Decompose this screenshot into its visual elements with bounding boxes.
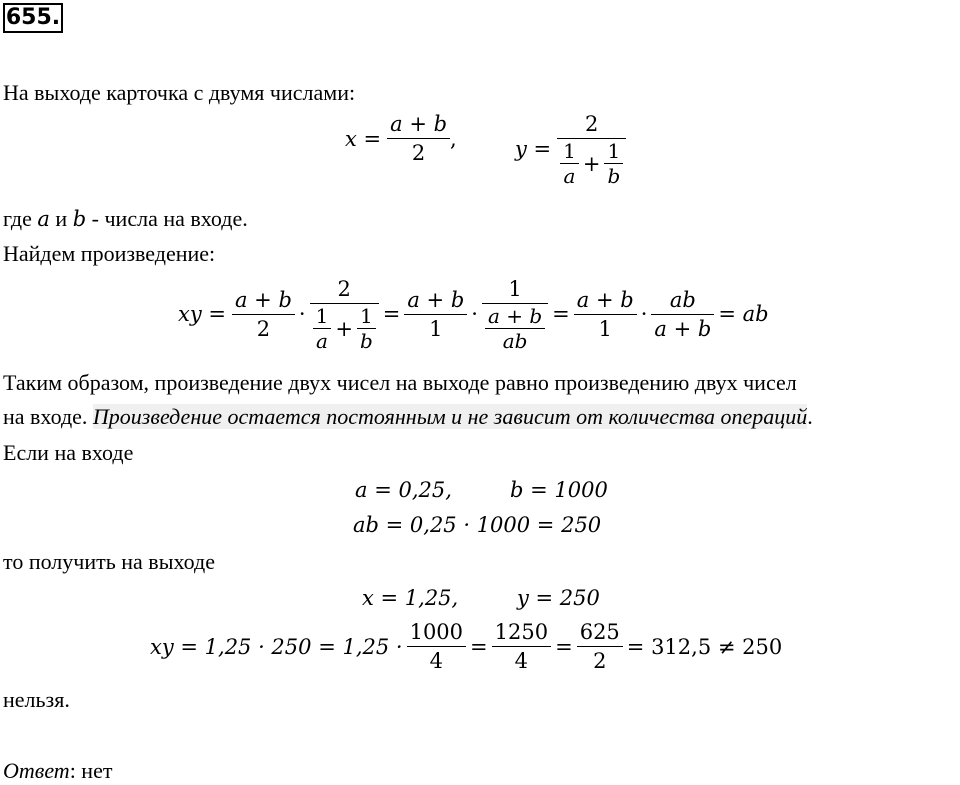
numerator: 1 (313, 304, 332, 329)
conclusion-line2 (3, 403, 813, 431)
fraction-a-plus-b-over-1 (404, 286, 467, 343)
conclusion-start: на входе. (3, 404, 93, 429)
where-part1: где (3, 206, 38, 231)
fraction-1-over-a (313, 304, 332, 353)
input-b: b = 1000 (510, 478, 608, 502)
numerator: 1 (560, 139, 579, 164)
xy-lhs: xy = (178, 302, 226, 326)
fraction-a-plus-b-over-2 (387, 110, 450, 167)
fraction-1-over-nested (482, 275, 548, 353)
fraction-625-over-2 (577, 618, 623, 675)
denominator: 2 (593, 649, 607, 673)
numerator: 2 (310, 275, 379, 304)
fraction-1-over-b (357, 304, 376, 353)
fraction-a-plus-b-over-ab (485, 304, 545, 353)
denominator: 4 (429, 649, 443, 673)
answer (3, 757, 112, 785)
denominator: a (315, 329, 328, 353)
denominator: ab (502, 329, 528, 353)
numerator: a + b (404, 286, 467, 315)
numerator: 1 (482, 275, 548, 304)
where-part2: и (49, 206, 73, 231)
ab-product: ab = 0,25 · 1000 = 250 (353, 513, 602, 537)
xy-output-lhs: xy = 1,25 · 250 = 1,25 · (150, 634, 403, 659)
equals-sign: = (552, 302, 570, 326)
problem-number: 655. (3, 3, 63, 33)
equals-sign: = (382, 302, 401, 326)
formula-x (345, 110, 457, 167)
denominator: 2 (411, 141, 426, 165)
denominator: a + b (654, 316, 712, 341)
denominator: b (359, 329, 373, 353)
fraction-2-over-harmonic (557, 110, 626, 188)
output-x: x = 1,25, (362, 586, 459, 610)
input-a: a = 0,25, (355, 478, 452, 502)
then-get-text: то получить на выходе (3, 549, 215, 574)
numerator: 1250 (492, 618, 551, 647)
var-a: a (37, 207, 50, 231)
impossible-text: нельзя. (3, 687, 70, 712)
denominator: 2 (256, 316, 271, 341)
fraction-a-plus-b-over-1 (574, 286, 637, 343)
formula-y (515, 110, 626, 188)
answer-label: Ответ (3, 758, 70, 783)
fraction-2-over-harmonic (310, 275, 379, 353)
denominator (310, 304, 379, 353)
numerator: 1 (604, 139, 623, 164)
equals-sign: = (555, 634, 573, 659)
numerator: 1000 (407, 618, 466, 647)
intro-text: На выходе карточка с двумя числами: (3, 80, 356, 105)
denominator: a (563, 164, 576, 188)
fraction-1-over-a (560, 139, 579, 188)
numerator: a + b (232, 286, 295, 315)
where-text (3, 205, 248, 233)
fraction-ab-over-a-plus-b (651, 286, 714, 343)
fraction-1000-over-4 (407, 618, 466, 675)
formula-xy-output (150, 618, 782, 675)
x-lhs: x = (345, 126, 382, 151)
denominator (557, 139, 626, 188)
find-product-text: Найдем произведение: (3, 241, 216, 266)
denominator: b (607, 164, 621, 188)
numerator: ab (651, 286, 714, 315)
formula-product (178, 275, 769, 353)
dot-sign: · (640, 302, 648, 326)
var-b: b (72, 207, 87, 231)
numerator: 1 (357, 304, 376, 329)
numerator: a + b (574, 286, 637, 315)
if-input-text: Если на входе (3, 440, 134, 465)
output-y: y = 250 (517, 586, 600, 610)
conclusion-line1: Таким образом, произведение двух чисел на выходе равно произведению двух чисел (3, 370, 797, 395)
where-part3: - числа на входе. (86, 206, 248, 231)
answer-value: : нет (69, 758, 113, 783)
plus-sign: + (582, 151, 601, 176)
comma: , (450, 126, 457, 151)
numerator: 625 (577, 618, 623, 647)
dot-sign: · (298, 302, 306, 326)
conclusion-end: . (807, 404, 813, 429)
result-ab: = ab (718, 302, 769, 326)
numerator: 2 (557, 110, 626, 139)
numerator: a + b (485, 304, 545, 329)
fraction-a-plus-b-over-2 (232, 286, 295, 343)
equals-sign: = (470, 634, 488, 659)
result-value: = 312,5 ≠ 250 (626, 634, 783, 659)
denominator: 4 (514, 649, 529, 673)
dot-sign: · (471, 302, 478, 326)
denominator (482, 304, 548, 353)
fraction-1-over-b (604, 139, 623, 188)
conclusion-highlight: Произведение остается постоянным и не зависит от количества операций (92, 404, 808, 429)
denominator: 1 (429, 316, 443, 341)
numerator: a + b (387, 110, 450, 139)
denominator: 1 (598, 316, 612, 341)
plus-sign: + (335, 316, 353, 341)
fraction-1250-over-4 (492, 618, 551, 675)
y-lhs: y = (515, 137, 552, 161)
